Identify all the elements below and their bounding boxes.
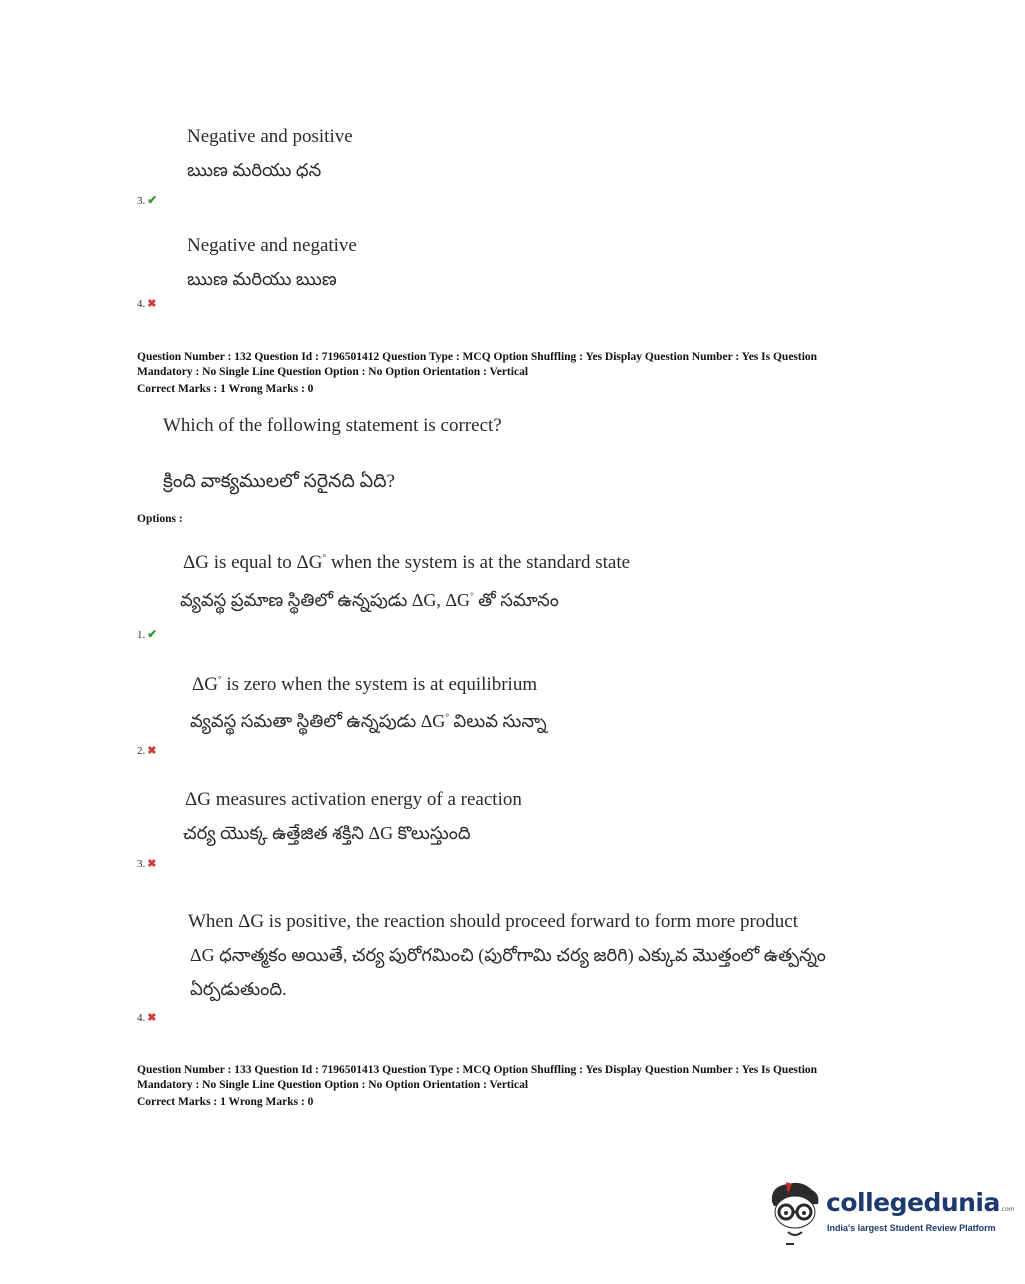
logo-name: collegedunia: [826, 1188, 1000, 1217]
option-text: ΔG is equal to: [183, 552, 297, 573]
option-text: వ్యవస్థ ప్రమాణ స్థితిలో ఉన్నపుడు: [180, 590, 412, 610]
cross-icon: ✖: [147, 858, 157, 870]
q132-option-3-marker: [137, 857, 156, 870]
option-number: 3.: [137, 858, 146, 870]
cross-icon: ✖: [147, 298, 157, 310]
cross-icon: ✖: [147, 1012, 157, 1024]
delta-g-symbol: ΔG: [420, 711, 446, 731]
option-text: వ్యవస్థ సమతా స్థితిలో ఉన్నపుడు: [190, 711, 421, 731]
delta-g-symbol: ΔG: [296, 552, 323, 573]
option-text: is zero when the system is at equilibrium: [221, 674, 538, 695]
option-text: విలువ సున్నా: [448, 711, 547, 731]
q132-option-2-marker: [137, 744, 156, 757]
q132-option-4-telugu-line1: ΔG ధనాత్మకం అయితే, చర్య పురోగమించి (పురోగామి చర్య జరిగి) ఎక్కువ మొత్తంలో ఉత్పన్నం: [190, 945, 826, 965]
option-text: when the system is at the standard state: [326, 552, 631, 573]
delta-g-symbol: ΔG: [192, 674, 218, 695]
q132-option-4-telugu-line2: ఏర్పడుతుంది.: [190, 979, 287, 999]
check-icon: ✔: [147, 627, 158, 641]
q132-question-telugu: క్రింది వాక్యములలో సరైనది ఏది?: [163, 471, 395, 492]
mascot-icon: [766, 1180, 824, 1246]
prev-option-4-telugu: ఋణ మరియు ఋణ: [187, 269, 337, 289]
q133-marks: Correct Marks : 1 Wrong Marks : 0: [137, 1096, 314, 1108]
prev-option-3-marker: [137, 193, 157, 208]
q132-option-2-english: [192, 674, 537, 696]
delta-g-symbol: ΔG, ΔG: [411, 590, 471, 610]
option-number: 4.: [137, 298, 146, 310]
q132-option-2-telugu: [190, 711, 547, 736]
q132-option-1-telugu: [180, 590, 559, 615]
cross-icon: ✖: [147, 745, 157, 757]
q132-meta-line1: Question Number : 132 Question Id : 7196501412 Question Type : MCQ Option Shuffling : Yes Display Question Number : Yes Is Question: [137, 351, 818, 363]
option-number: 4.: [137, 1012, 146, 1024]
logo-tagline: India's largest Student Review Platform: [827, 1223, 996, 1233]
option-text: తో సమానం: [473, 590, 559, 610]
collegedunia-logo[interactable]: [766, 1176, 1015, 1246]
prev-option-3-telugu: ఋణ మరియు ధన: [187, 160, 322, 180]
q132-meta: [137, 350, 877, 397]
option-number: 1.: [137, 629, 146, 641]
q133-meta-line1: Question Number : 133 Question Id : 7196501413 Question Type : MCQ Option Shuffling : Yes Display Question Number : Yes Is Question: [137, 1064, 818, 1076]
q132-option-3-english: ΔG measures activation energy of a reaction: [185, 789, 522, 810]
prev-option-3-english: Negative and positive: [187, 126, 353, 147]
standard-state-superscript: °: [217, 674, 222, 685]
standard-state-superscript: °: [445, 712, 449, 722]
logo-wordmark: [826, 1188, 1015, 1217]
logo-domain: .com: [999, 1206, 1015, 1213]
q132-option-1-english: [183, 552, 630, 574]
option-number: 2.: [137, 745, 146, 757]
standard-state-superscript: °: [322, 552, 327, 563]
q133-meta: [137, 1063, 877, 1110]
q132-marks: Correct Marks : 1 Wrong Marks : 0: [137, 383, 314, 395]
q132-question-english: Which of the following statement is correct?: [163, 415, 502, 436]
q132-meta-line2: Mandatory : No Single Line Question Option : No Option Orientation : Vertical: [137, 366, 529, 378]
q132-option-1-marker: [137, 627, 157, 642]
q132-option-4-english: When ΔG is positive, the reaction should proceed forward to form more product: [188, 911, 799, 932]
q132-option-4-marker: [137, 1011, 156, 1024]
prev-option-4-english: Negative and negative: [187, 235, 357, 256]
option-number: 3.: [137, 195, 146, 207]
check-icon: ✔: [147, 193, 158, 207]
q132-option-3-telugu: చర్య యొక్క ఉత్తేజిత శక్తిని ΔG కొలుస్తుంది: [183, 823, 471, 843]
prev-option-4-marker: [137, 297, 156, 310]
options-label: Options :: [137, 513, 183, 525]
q133-meta-line2: Mandatory : No Single Line Question Option : No Option Orientation : Vertical: [137, 1079, 529, 1091]
standard-state-superscript: °: [470, 591, 474, 601]
